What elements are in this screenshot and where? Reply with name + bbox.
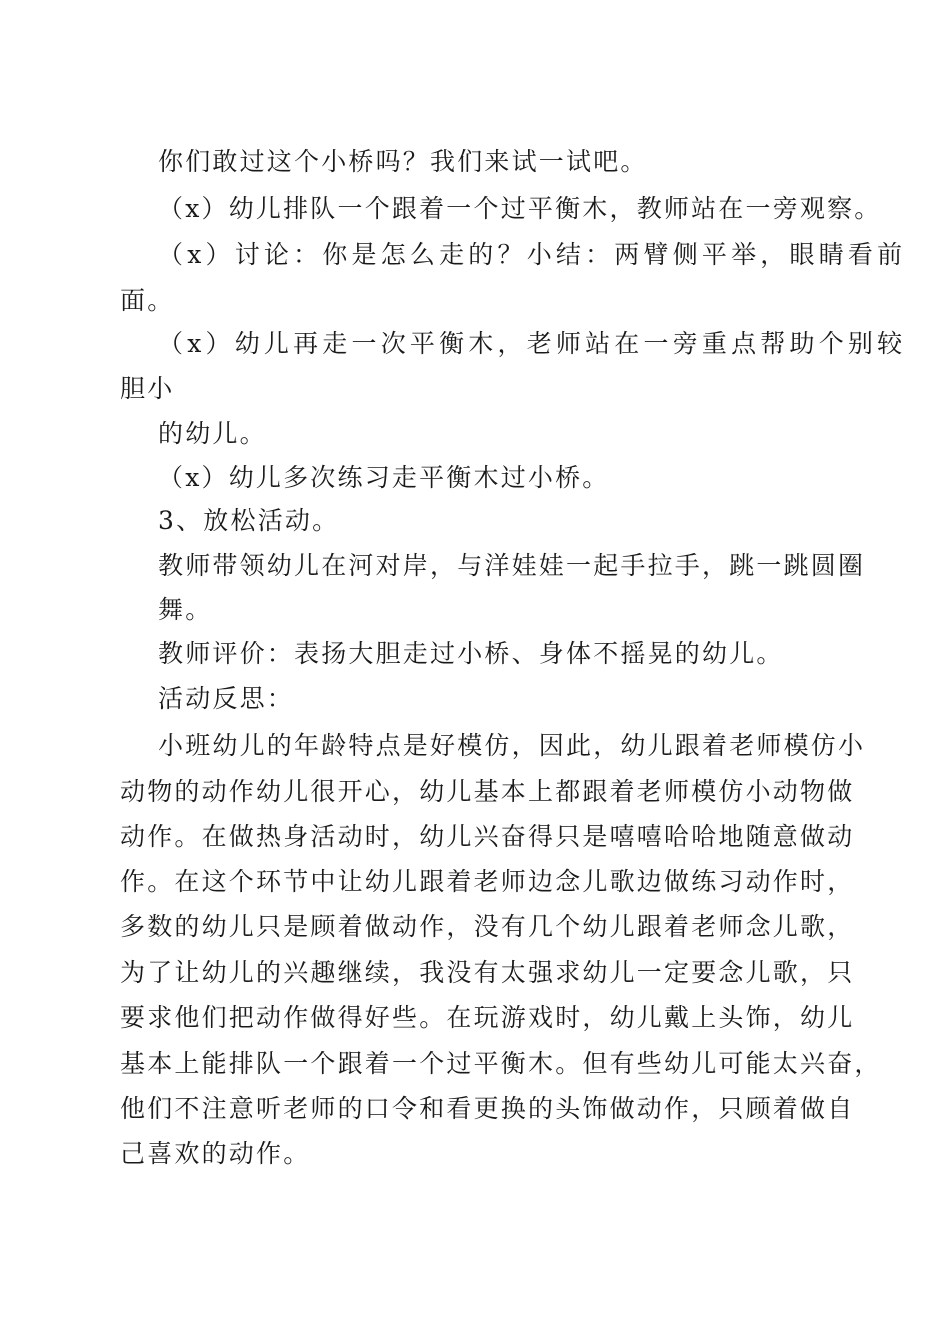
text-line: 己喜欢的动作。 xyxy=(120,1139,311,1168)
text-line: （x）幼儿排队一个跟着一个过平衡木，教师站在一旁观察。 xyxy=(158,194,882,223)
section-heading: 活动反思： xyxy=(158,684,295,713)
text-line: 动作。在做热身活动时，幼儿兴奋得只是嘻嘻哈哈地随意做动 xyxy=(120,822,855,851)
text-line: 要求他们把动作做得好些。在玩游戏时，幼儿戴上头饰，幼儿 xyxy=(120,1003,855,1032)
text-line: 小班幼儿的年龄特点是好模仿，因此，幼儿跟着老师模仿小 xyxy=(158,731,866,760)
text-line: 基本上能排队一个跟着一个过平衡木。但有些幼儿可能太兴奋， xyxy=(120,1049,882,1078)
section-heading: 3、放松活动。 xyxy=(158,506,340,535)
text-line: 动物的动作幼儿很开心，幼儿基本上都跟着老师模仿小动物做 xyxy=(120,777,855,806)
text-line: 面。 xyxy=(120,286,175,315)
text-line: 为了让幼儿的兴趣继续，我没有太强求幼儿一定要念儿歌，只 xyxy=(120,958,855,987)
text-line: （x）幼儿多次练习走平衡木过小桥。 xyxy=(158,463,610,492)
text-line: （x）讨论：你是怎么走的？小结：两臂侧平举，眼睛看前 xyxy=(158,240,907,269)
text-line: 作。在这个环节中让幼儿跟着老师边念儿歌边做练习动作时， xyxy=(120,867,855,896)
text-line: 多数的幼儿只是顾着做动作，没有几个幼儿跟着老师念儿歌， xyxy=(120,912,855,941)
text-line: 胆小 xyxy=(120,374,175,403)
text-line: 舞。 xyxy=(158,595,213,624)
text-line: 你们敢过这个小桥吗？我们来试一试吧。 xyxy=(158,147,648,176)
text-line: 他们不注意听老师的口令和看更换的头饰做动作，只顾着做自 xyxy=(120,1094,855,1123)
text-line: 教师带领幼儿在河对岸，与洋娃娃一起手拉手，跳一跳圆圈 xyxy=(158,551,866,580)
text-line: 的幼儿。 xyxy=(158,419,267,448)
text-line: 教师评价：表扬大胆走过小桥、身体不摇晃的幼儿。 xyxy=(158,639,784,668)
text-line: （x）幼儿再走一次平衡木，老师站在一旁重点帮助个别较 xyxy=(158,329,907,358)
